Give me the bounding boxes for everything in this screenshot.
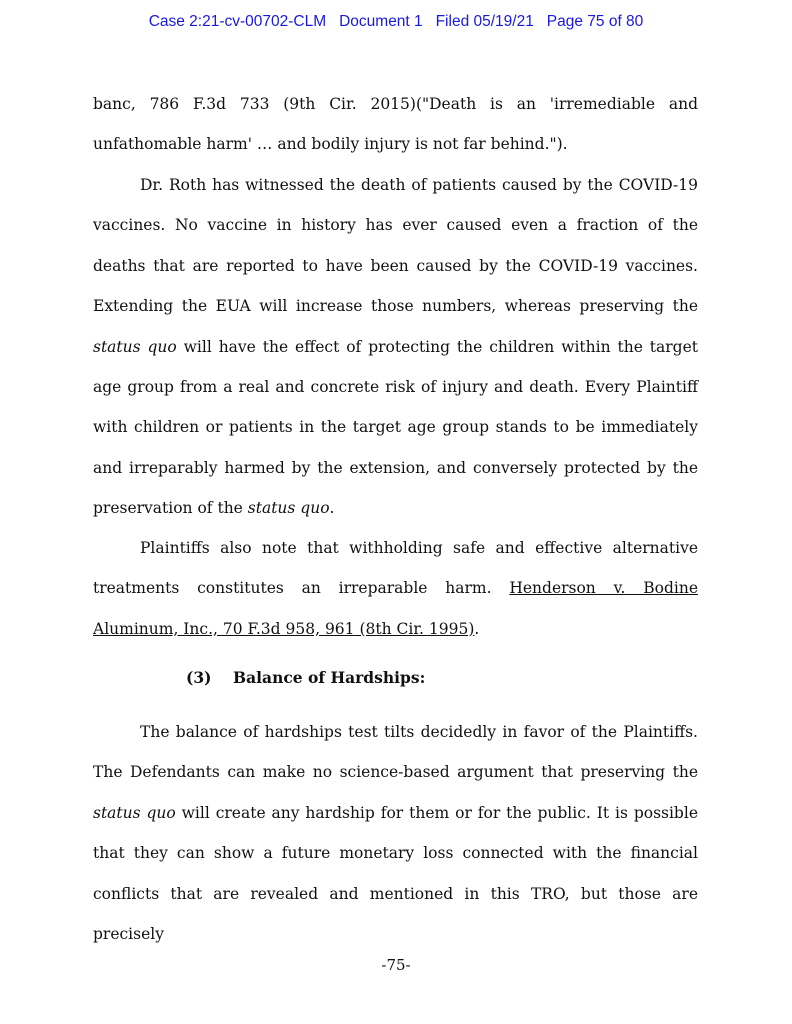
case-number: Case 2:21-cv-00702-CLM [148, 13, 327, 30]
italic-status-quo: status quo [247, 499, 330, 518]
paragraph-alternative-treatments [93, 528, 698, 649]
paragraph-text: . [329, 499, 335, 518]
italic-status-quo: status quo [93, 803, 176, 822]
case-header [0, 13, 792, 31]
paragraph-dr-roth [93, 165, 698, 529]
paragraph-text: Plaintiffs also note that withholding safe and effective alternative treatments constitutes an irreparable harm. [93, 539, 698, 598]
italic-status-quo: status quo [93, 337, 177, 356]
document-number: Document 1 [339, 13, 423, 30]
paragraph-text: . [474, 619, 480, 638]
page-indicator: Page 75 of 80 [546, 13, 644, 30]
paragraph-text: Dr. Roth has witnessed the death of patients caused by the COVID-19 vaccines. No vaccine in history has ever caused even a fraction of the deaths that are reported to have been caused by the COVID-19 vaccines. Extending the EUA will increase those numbers, whereas preserving the [93, 176, 698, 316]
filed-date: Filed 05/19/21 [435, 13, 534, 30]
section-title: Balance of Hardships: [233, 668, 426, 687]
paragraph-text: The balance of hardships test tilts decidedly in favor of the Plaintiffs. The Defendants can make no science-based argument that preserving the [93, 723, 698, 782]
case-citation: Henderson v. Bodine Aluminum, Inc., 70 F.3d 958, 961 (8th Cir. 1995) [93, 579, 698, 638]
paragraph-citation-continuation: banc, 786 F.3d 733 (9th Cir. 2015)("Death is an 'irremediable and unfathomable harm' … and bodily injury is not far behind."). [93, 95, 698, 154]
paragraph-balance-of-hardships [93, 712, 698, 954]
paragraph-text: will create any hardship for them or for the public. It is possible that they can show a future monetary loss connected with the financial conflicts that are revealed and mentioned in this TRO, but those are precisely [93, 803, 698, 944]
section-heading [186, 668, 425, 688]
paragraph-text: will have the effect of protecting the children within the target age group from a real and concrete risk of injury and death. Every Plaintiff with children or patients in the target age group stands to be immediately and irreparably harmed by the extension, and conversely protected by the preservation of the [93, 337, 698, 518]
page-number: -75- [381, 956, 411, 974]
section-number: (3) [186, 668, 212, 687]
